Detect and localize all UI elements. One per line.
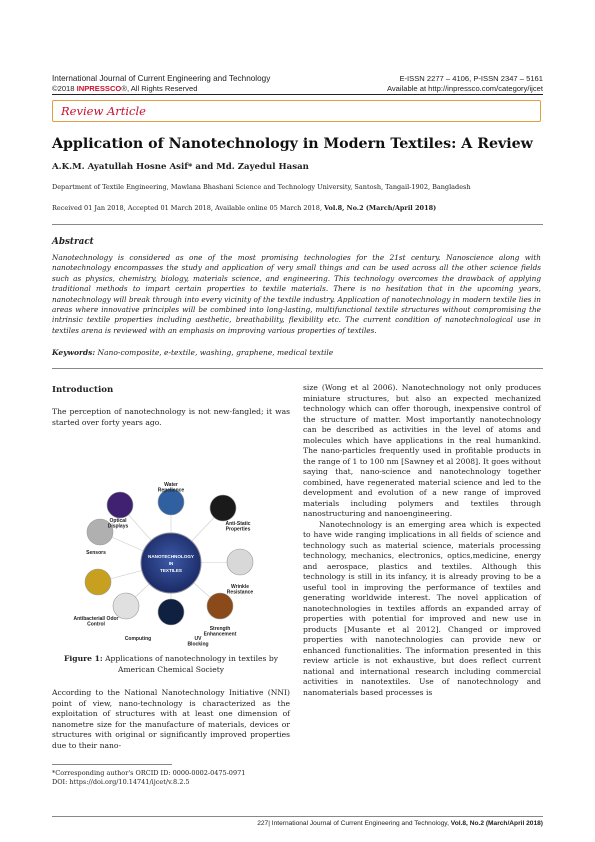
application-label: Optical Displays [107,518,129,530]
footnote-rule [52,764,172,765]
figure-nanotech-diagram [68,480,274,648]
application-label: Wrinkle Resistance [226,584,254,596]
article-type-box [52,100,541,122]
footer-rule [52,816,543,817]
footnote [52,769,245,786]
application-label: Computing [124,636,152,642]
application-label: UV Blocking [187,636,209,648]
dates: Received 01 Jan 2018, Accepted 01 March 2018, Available online 05 March 2018, Vol.8, No.2 (March/April 2018) [52,204,437,212]
application-label: Strength Enhancement [203,626,237,638]
application-photo-node [107,492,133,518]
application-label: Water Repellence [157,482,185,494]
paper-title: Application of Nanotechnology in Modern Textiles: A Review [52,136,533,152]
intro-paragraph: The perception of nanotechnology is not new-fangled; it was started over forty years ago. [52,407,290,427]
application-label: Anti-Static Properties [225,521,251,533]
abstract-heading: Abstract [52,237,94,247]
center-label-1: NANOTECHNOLOGY [148,554,194,559]
issn: E-ISSN 2277 – 4106, P-ISSN 2347 – 5161 [399,74,543,83]
application-photo-node [158,599,184,625]
authors: A.K.M. Ayatullah Hosne Asif* and Md. Zayedul Hasan [52,162,309,172]
article-type: Review Article [61,104,146,118]
orcid-note: *Corresponding author's ORCID ID: 0000-0002-0475-0971 [52,769,246,777]
application-photo-node [210,495,236,521]
application-label: Sensors [86,550,106,556]
affiliation: Department of Textile Engineering, Mawlana Bhashani Science and Technology University, Santosh, Tangail-1902, Bangladesh [52,183,471,191]
divider [52,368,543,369]
center-label-2: IN [168,561,174,566]
header-rule [52,94,543,95]
center-label-3: TEXTILES [160,568,182,573]
right-column [303,383,541,698]
introduction-heading: Introduction [52,385,114,395]
paragraph: size (Wong et al 2006). Nanotechnology not only produces miniature structures, but also an expected mechanized technology which can offer thorough, inexpensive control of the structure of matter. Most importantly nanotechnology can be described as activities in the level of atoms and molecules which have applications in the real humankind. The nano-particles frequently used in profitable products in the range of 1 to 100 nm [Sawney et al 2008]. It goes without saying that, nano-science and nanotechnology together combined, have regenerated material science and led to the development and evolution of a new range of improved materials including polymers and textiles through nanostructuring and nanoengineering. [303,383,541,518]
application-label: Antibacterial/ Odor Control [73,616,119,628]
abstract-text: Nanotechnology is considered as one of the most promising technologies for the 21st century. Nanoscience along with nanotechnology encompasses the study and application of very small things and can be used across all the other science fields such as physics, chemistry, biology, materials science, and engineering. This technology overcomes the drawback of applying traditional methods to impart certain properties to textile materials. There is no hesitation that in the upcoming years, nanotechnology will break through into every vicinity of the textile industry. Application of nanotechnology in modern textile lies in areas where innovative principles will be combined into long-lasting, multifunctional textile structures without compromising the intrinsic textile properties including aesthetic, breathability, flexibility etc. The current condition of nanotechnological use in textiles arena is reviewed with an emphasis on improving various properties of textiles. [52,253,541,335]
copyright: ©2018 INPRESSCO®, All Rights Reserved [52,84,198,93]
doi-link[interactable]: DOI: https://doi.org/10.14741/ijcet/v.8.2.5 [52,777,190,786]
application-photo-node [207,593,233,619]
divider [52,224,543,225]
application-photo-node [227,549,253,575]
intro-paragraph-2: According to the National Nanotechnology Initiative (NNI) point of view, nano-technology is characterized as the exploitation of structures with at least one dimension of nanometre size for the manufacture of materials, devices or structures with original or significantly improved properties due to their nano- [52,688,290,750]
paragraph: Nanotechnology is an emerging area which is expected to have wide ranging implications in all fields of science and technology such as material science, materials processing technology, mechanics, electronics, optics,medicine, energy and aerospace, plastics and textiles. Although this technology is still in its infancy, it is already proving to be a useful tool in improving the performance of textiles and generating worldwide interest. The novel application of nanotechnologies in textiles affords an expanded array of properties with potential for improved and new use in products [Musante et al 2012]. Changed or improved properties with nanotechnologies can provide new or enhanced functionalities. The information presented in this review article is not exhaustive, but does reflect current national and international research including commercial activities in nanotextiles. Use of nanotechnology and nanomaterials based processes is [303,519,541,697]
page-footer: 227| International Journal of Current Engineering and Technology, Vol.8, No.2 (March/April 2018) [257,820,543,827]
availability-link[interactable]: Available at http://inpressco.com/category/ijcet [386,84,543,93]
figure-caption: Figure 1: Applications of nanotechnology in textiles by American Chemical Society [63,654,278,674]
application-photo-node [85,569,111,595]
journal-name: International Journal of Current Engineering and Technology [52,74,271,83]
volume: Vol.8, No.2 (March/April 2018) [324,204,437,212]
keywords: Keywords: Nano-composite, e-textile, washing, graphene, medical textile [52,348,334,357]
